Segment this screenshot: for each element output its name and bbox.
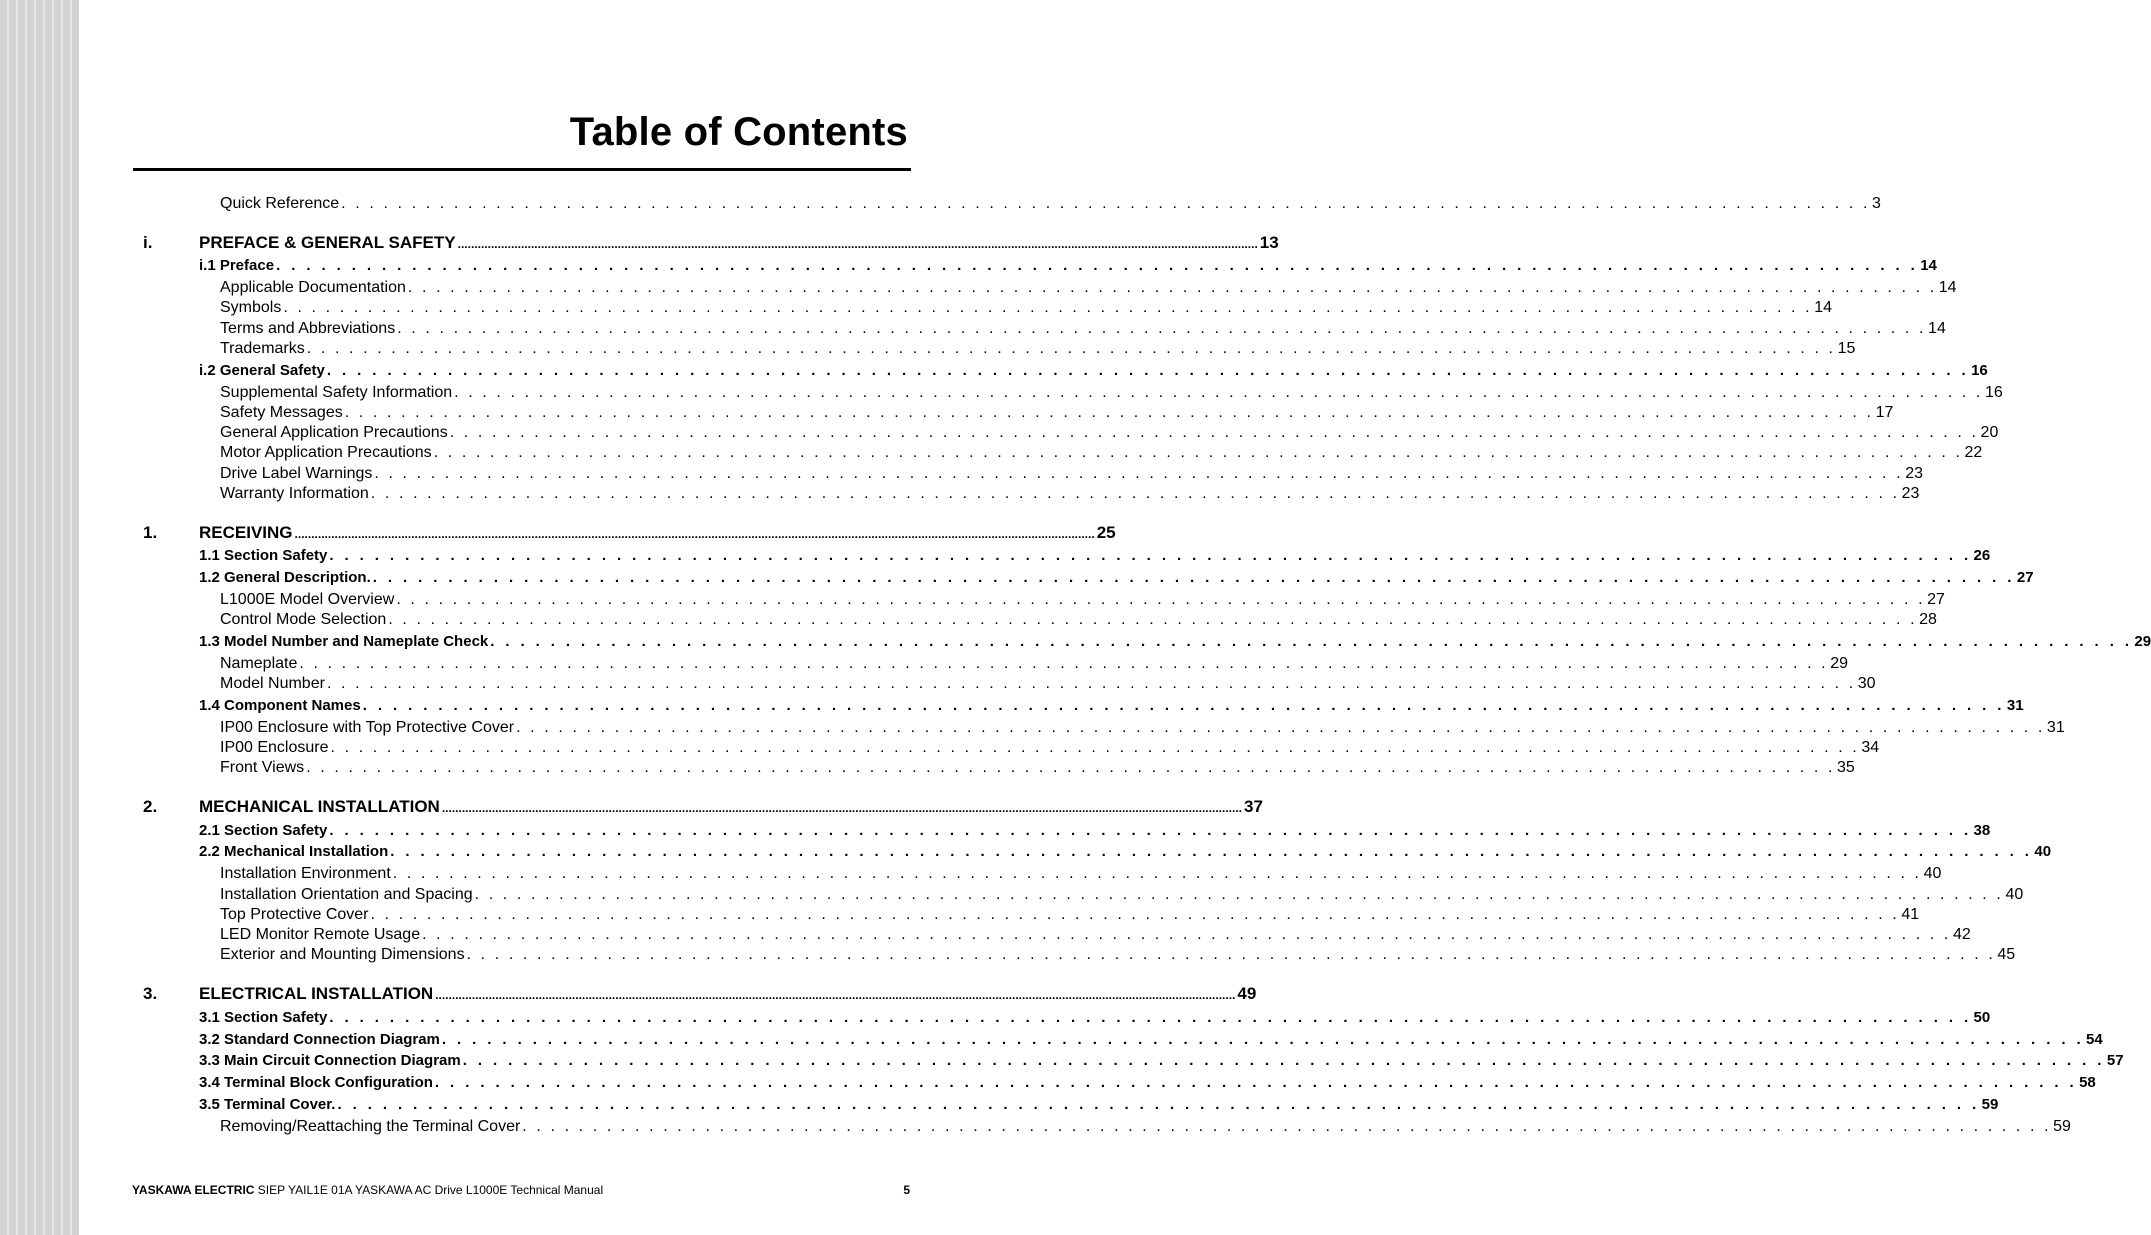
dot-leader: . . . . . . . . . . . . . . . . . . . . . . . . . . . . . . . . . . . . . . . . . . . . . . . . . . . . . . . . . . . . . . . . . . . . . . . . . . . . . . . . . . . . . . . . . . . . . . . . . . . . . . . . . . . . . <box>326 362 1970 379</box>
toc-entry-label: 3.1 Section Safety <box>199 1009 328 1026</box>
toc-subsection-entry[interactable] <box>220 299 1832 317</box>
dot-leader: . . . . . . . . . . . . . . . . . . . . . . . . . . . . . . . . . . . . . . . . . . . . . . . . . . . . . . . . . . . . . . . . . . . . . . . . . . . . . . . . . . . . . . . . . . . . . . . . . . . . . . . . . . . . . <box>397 320 1927 337</box>
toc-entry-page-number: 35 <box>1837 759 1855 776</box>
toc-entry-label: Quick Reference <box>220 195 340 212</box>
dot-leader: ................................................................................................................................................................................................................................................ <box>435 988 1236 1002</box>
toc-chapter-entry[interactable] <box>199 233 1279 253</box>
toc-section-entry[interactable] <box>199 569 2034 586</box>
toc-entry-page-number: 31 <box>2046 719 2065 736</box>
toc-entry-page-number: 42 <box>1952 926 1971 943</box>
toc-entry-label: 3.5 Terminal Cover. <box>199 1096 336 1113</box>
toc-entry-label: 3.4 Terminal Block Configuration <box>199 1074 433 1091</box>
chapter-number: 2. <box>143 797 158 816</box>
toc-entry-page-number: 23 <box>1901 485 1920 502</box>
toc-section-entry[interactable] <box>199 822 1991 839</box>
toc-entry-page-number: 38 <box>1973 822 1991 839</box>
toc-subsection-entry[interactable] <box>220 739 1880 757</box>
toc-section-entry[interactable] <box>199 697 2024 714</box>
toc-entry-label: Warranty Information <box>220 485 369 502</box>
toc-entry-page-number: 16 <box>1984 384 2003 401</box>
toc-subsection-entry[interactable] <box>220 320 1946 338</box>
footer-manual-title: SIEP YAIL1E 01A YASKAWA AC Drive L1000E Technical Manual <box>254 1183 604 1197</box>
toc-entry-page-number: 59 <box>1981 1096 1999 1113</box>
toc-entry-page-number: 40 <box>1923 865 1942 882</box>
toc-entry-page-number: 58 <box>2079 1074 2096 1091</box>
toc-subsection-entry[interactable] <box>220 865 1942 883</box>
toc-subsection-entry[interactable] <box>220 404 1894 422</box>
toc-entry-page-number: 40 <box>2034 843 2052 860</box>
toc-entry-page-number: 49 <box>1237 984 1257 1003</box>
toc-subsection-entry[interactable] <box>220 195 1881 213</box>
toc-entry-label: 3.2 Standard Connection Diagram <box>199 1031 440 1048</box>
toc-entry-page-number: 59 <box>2053 1118 2071 1135</box>
toc-entry-label: Drive Label Warnings <box>220 465 373 482</box>
toc-entry-page-number: 27 <box>2016 569 2034 586</box>
toc-subsection-entry[interactable] <box>220 424 1999 442</box>
toc-entry-page-number: 14 <box>1814 299 1832 316</box>
toc-entry-label: Model Number <box>220 675 325 692</box>
dot-leader: ................................................................................................................................................................................................................................................ <box>457 237 1258 251</box>
toc-entry-label: Nameplate <box>220 655 298 672</box>
dot-leader: . . . . . . . . . . . . . . . . . . . . . . . . . . . . . . . . . . . . . . . . . . . . . . . . . . . . . . . . . . . . . . . . . . . . . . . . . . . . . . . . . . . . . . . . . . . . . . . . . . . . . . . . . . . . . <box>337 1096 1980 1113</box>
toc-section-entry[interactable] <box>199 362 1988 379</box>
toc-entry-page-number: 22 <box>1964 444 1983 461</box>
toc-subsection-entry[interactable] <box>220 611 1937 629</box>
toc-chapter-entry[interactable] <box>199 797 1263 817</box>
dot-leader: . . . . . . . . . . . . . . . . . . . . . . . . . . . . . . . . . . . . . . . . . . . . . . . . . . . . . . . . . . . . . . . . . . . . . . . . . . . . . . . . . . . . . . . . . . . . . . . . . . . . . . . . . . . . . <box>441 1031 2085 1048</box>
dot-leader: . . . . . . . . . . . . . . . . . . . . . . . . . . . . . . . . . . . . . . . . . . . . . . . . . . . . . . . . . . . . . . . . . . . . . . . . . . . . . . . . . . . . . . . . . . . . . . . . . . . . . . . . . . . . . <box>362 697 2005 714</box>
dot-leader: . . . . . . . . . . . . . . . . . . . . . . . . . . . . . . . . . . . . . . . . . . . . . . . . . . . . . . . . . . . . . . . . . . . . . . . . . . . . . . . . . . . . . . . . . . . . . . . . . . . . . . . . . . . . . <box>370 485 1900 502</box>
toc-subsection-entry[interactable] <box>220 340 1856 358</box>
toc-subsection-entry[interactable] <box>220 384 2003 402</box>
toc-entry-label: 2.1 Section Safety <box>199 822 328 839</box>
toc-entry-label: Trademarks <box>220 340 305 357</box>
toc-subsection-entry[interactable] <box>220 655 1849 673</box>
toc-entry-page-number: 26 <box>1973 547 1991 564</box>
toc-entry-page-number: 14 <box>1938 279 1957 296</box>
dot-leader: . . . . . . . . . . . . . . . . . . . . . . . . . . . . . . . . . . . . . . . . . . . . . . . . . . . . . . . . . . . . . . . . . . . . . . . . . . . . . . . . . . . . . . . . . . . . . . . . . . . . . . . . . . . . . <box>306 340 1836 357</box>
toc-section-entry[interactable] <box>199 1031 2103 1048</box>
toc-entry-label: IP00 Enclosure with Top Protective Cover <box>220 719 515 736</box>
toc-entry-label: Motor Application Precautions <box>220 444 432 461</box>
toc-subsection-entry[interactable] <box>220 906 1920 924</box>
toc-entry-page-number: 37 <box>1243 797 1263 816</box>
toc-subsection-entry[interactable] <box>220 485 1920 503</box>
dot-leader: ................................................................................................................................................................................................................................................ <box>294 527 1095 541</box>
toc-entry-page-number: 29 <box>2134 633 2151 650</box>
toc-entry-page-number: 54 <box>2086 1031 2103 1048</box>
toc-subsection-entry[interactable] <box>220 759 1855 777</box>
chapter-number: 1. <box>143 523 158 542</box>
toc-section-entry[interactable] <box>199 1052 2124 1069</box>
toc-entry-page-number: 20 <box>1980 424 1999 441</box>
toc-chapter-entry[interactable] <box>199 523 1116 543</box>
toc-entry-page-number: 27 <box>1927 591 1945 608</box>
toc-entry-label: Terms and Abbreviations <box>220 320 396 337</box>
dot-leader: . . . . . . . . . . . . . . . . . . . . . . . . . . . . . . . . . . . . . . . . . . . . . . . . . . . . . . . . . . . . . . . . . . . . . . . . . . . . . . . . . . . . . . . . . . . . . . . . . . . . . . . . . . . . . <box>516 719 2045 736</box>
footer-brand: YASKAWA ELECTRIC <box>132 1183 255 1197</box>
dot-leader: . . . . . . . . . . . . . . . . . . . . . . . . . . . . . . . . . . . . . . . . . . . . . . . . . . . . . . . . . . . . . . . . . . . . . . . . . . . . . . . . . . . . . . . . . . . . . . . . . . . . . . . . . . . . . <box>390 843 2033 860</box>
dot-leader: . . . . . . . . . . . . . . . . . . . . . . . . . . . . . . . . . . . . . . . . . . . . . . . . . . . . . . . . . . . . . . . . . . . . . . . . . . . . . . . . . . . . . . . . . . . . . . . . . . . . . . . . . . . . . <box>407 279 1937 296</box>
toc-entry-page-number: 34 <box>1861 739 1880 756</box>
toc-entry-page-number: 28 <box>1919 611 1937 628</box>
toc-entry-label: Removing/Reattaching the Terminal Cover <box>220 1118 521 1135</box>
dot-leader: . . . . . . . . . . . . . . . . . . . . . . . . . . . . . . . . . . . . . . . . . . . . . . . . . . . . . . . . . . . . . . . . . . . . . . . . . . . . . . . . . . . . . . . . . . . . . . . . . . . . . . . . . . . . . <box>388 611 1918 628</box>
dot-leader: . . . . . . . . . . . . . . . . . . . . . . . . . . . . . . . . . . . . . . . . . . . . . . . . . . . . . . . . . . . . . . . . . . . . . . . . . . . . . . . . . . . . . . . . . . . . . . . . . . . . . . . . . . . . . <box>329 1009 1972 1026</box>
toc-subsection-entry[interactable] <box>220 465 1923 483</box>
toc-entry-label: RECEIVING <box>199 523 293 542</box>
toc-entry-label: Installation Environment <box>220 865 391 882</box>
page-footer <box>132 1183 603 1197</box>
toc-entry-page-number: 29 <box>1830 655 1849 672</box>
dot-leader: . . . . . . . . . . . . . . . . . . . . . . . . . . . . . . . . . . . . . . . . . . . . . . . . . . . . . . . . . . . . . . . . . . . . . . . . . . . . . . . . . . . . . . . . . . . . . . . . . . . . . . . . . . . . . <box>329 822 1972 839</box>
toc-section-entry[interactable] <box>199 547 1991 564</box>
toc-entry-page-number: 40 <box>2005 886 2024 903</box>
toc-subsection-entry[interactable] <box>220 886 2024 904</box>
toc-entry-label: LED Monitor Remote Usage <box>220 926 421 943</box>
chapter-number: 3. <box>143 984 158 1003</box>
toc-entry-label: L1000E Model Overview <box>220 591 395 608</box>
toc-entry-page-number: 45 <box>1997 946 2016 963</box>
toc-subsection-entry[interactable] <box>220 1118 2071 1136</box>
toc-entry-page-number: 13 <box>1259 233 1279 252</box>
toc-entry-label: IP00 Enclosure <box>220 739 329 756</box>
toc-entry-label: 1.1 Section Safety <box>199 547 328 564</box>
dot-leader: . . . . . . . . . . . . . . . . . . . . . . . . . . . . . . . . . . . . . . . . . . . . . . . . . . . . . . . . . . . . . . . . . . . . . . . . . . . . . . . . . . . . . . . . . . . . . . . . . . . . . . . . . . . . . <box>449 424 1979 441</box>
dot-leader: . . . . . . . . . . . . . . . . . . . . . . . . . . . . . . . . . . . . . . . . . . . . . . . . . . . . . . . . . . . . . . . . . . . . . . . . . . . . . . . . . . . . . . . . . . . . . . . . . . . . . . . . . . . . . <box>396 591 1926 608</box>
toc-section-entry[interactable] <box>199 1074 2096 1091</box>
toc-entry-label: 1.4 Component Names <box>199 697 361 714</box>
toc-entry-label: Installation Orientation and Spacing <box>220 886 473 903</box>
dot-leader: . . . . . . . . . . . . . . . . . . . . . . . . . . . . . . . . . . . . . . . . . . . . . . . . . . . . . . . . . . . . . . . . . . . . . . . . . . . . . . . . . . . . . . . . . . . . . . . . . . . . . . . . . . . . . <box>276 257 1919 274</box>
toc-subsection-entry[interactable] <box>220 444 1983 462</box>
toc-entry-page-number: 31 <box>2006 697 2024 714</box>
page-title: Table of Contents <box>569 110 908 154</box>
dot-leader: . . . . . . . . . . . . . . . . . . . . . . . . . . . . . . . . . . . . . . . . . . . . . . . . . . . . . . . . . . . . . . . . . . . . . . . . . . . . . . . . . . . . . . . . . . . . . . . . . . . . . . . . . . . . . <box>326 675 1856 692</box>
toc-entry-label: Symbols <box>220 299 282 316</box>
toc-entry-label: Control Mode Selection <box>220 611 387 628</box>
dot-leader: . . . . . . . . . . . . . . . . . . . . . . . . . . . . . . . . . . . . . . . . . . . . . . . . . . . . . . . . . . . . . . . . . . . . . . . . . . . . . . . . . . . . . . . . . . . . . . . . . . . . . . . . . . . . . <box>329 547 1972 564</box>
toc-entry-page-number: 25 <box>1096 523 1116 542</box>
toc-entry-page-number: 57 <box>2106 1052 2124 1069</box>
dot-leader: . . . . . . . . . . . . . . . . . . . . . . . . . . . . . . . . . . . . . . . . . . . . . . . . . . . . . . . . . . . . . . . . . . . . . . . . . . . . . . . . . . . . . . . . . . . . . . . . . . . . . . . . . . . . . <box>299 655 1829 672</box>
dot-leader: . . . . . . . . . . . . . . . . . . . . . . . . . . . . . . . . . . . . . . . . . . . . . . . . . . . . . . . . . . . . . . . . . . . . . . . . . . . . . . . . . . . . . . . . . . . . . . . . . . . . . . . . . . . . . <box>306 759 1836 776</box>
toc-entry-label: i.1 Preface <box>199 257 275 274</box>
toc-entry-label: Safety Messages <box>220 404 343 421</box>
toc-entry-label: 1.2 General Description. <box>199 569 371 586</box>
toc-entry-page-number: 3 <box>1872 195 1881 212</box>
dot-leader: . . . . . . . . . . . . . . . . . . . . . . . . . . . . . . . . . . . . . . . . . . . . . . . . . . . . . . . . . . . . . . . . . . . . . . . . . . . . . . . . . . . . . . . . . . . . . . . . . . . . . . . . . . . . . <box>454 384 1983 401</box>
toc-entry-page-number: 15 <box>1837 340 1856 357</box>
footer-page-number: 5 <box>903 1183 910 1197</box>
toc-subsection-entry[interactable] <box>220 675 1876 693</box>
toc-entry-label: Top Protective Cover <box>220 906 369 923</box>
toc-entry-page-number: 50 <box>1973 1009 1991 1026</box>
toc-subsection-entry[interactable] <box>220 946 2016 964</box>
toc-entry-page-number: 30 <box>1857 675 1876 692</box>
toc-entry-label: Applicable Documentation <box>220 279 406 296</box>
toc-entry-label: Supplemental Safety Information <box>220 384 453 401</box>
toc-entry-label: 3.3 Main Circuit Connection Diagram <box>199 1052 461 1069</box>
toc-entry-label: MECHANICAL INSTALLATION <box>199 797 440 816</box>
toc-entry-page-number: 41 <box>1901 906 1920 923</box>
dot-leader: . . . . . . . . . . . . . . . . . . . . . . . . . . . . . . . . . . . . . . . . . . . . . . . . . . . . . . . . . . . . . . . . . . . . . . . . . . . . . . . . . . . . . . . . . . . . . . . . . . . . . . . . . . . . . <box>283 299 1813 316</box>
dot-leader: . . . . . . . . . . . . . . . . . . . . . . . . . . . . . . . . . . . . . . . . . . . . . . . . . . . . . . . . . . . . . . . . . . . . . . . . . . . . . . . . . . . . . . . . . . . . . . . . . . . . . . . . . . . . . <box>522 1118 2052 1135</box>
toc-entry-page-number: 14 <box>1928 320 1946 337</box>
toc-entry-page-number: 14 <box>1920 257 1937 274</box>
toc-subsection-entry[interactable] <box>220 926 1971 944</box>
dot-leader: ................................................................................................................................................................................................................................................ <box>441 801 1242 815</box>
toc-section-entry[interactable] <box>199 633 2151 650</box>
toc-entry-label: ELECTRICAL INSTALLATION <box>199 984 434 1003</box>
dot-leader: . . . . . . . . . . . . . . . . . . . . . . . . . . . . . . . . . . . . . . . . . . . . . . . . . . . . . . . . . . . . . . . . . . . . . . . . . . . . . . . . . . . . . . . . . . . . . . . . . . . . . . . . . . . . . <box>434 1074 2078 1091</box>
toc-entry-label: 2.2 Mechanical Installation <box>199 843 389 860</box>
toc-entry-label: Front Views <box>220 759 305 776</box>
toc-entry-label: Exterior and Mounting Dimensions <box>220 946 465 963</box>
toc-section-entry[interactable] <box>199 1009 1991 1026</box>
toc-section-entry[interactable] <box>199 257 1937 274</box>
dot-leader: . . . . . . . . . . . . . . . . . . . . . . . . . . . . . . . . . . . . . . . . . . . . . . . . . . . . . . . . . . . . . . . . . . . . . . . . . . . . . . . . . . . . . . . . . . . . . . . . . . . . . . . . . . . . . <box>433 444 1963 461</box>
dot-leader: . . . . . . . . . . . . . . . . . . . . . . . . . . . . . . . . . . . . . . . . . . . . . . . . . . . . . . . . . . . . . . . . . . . . . . . . . . . . . . . . . . . . . . . . . . . . . . . . . . . . . . . . . . . . . <box>344 404 1874 421</box>
toc-entry-label: 1.3 Model Number and Nameplate Check <box>199 633 489 650</box>
dot-leader: . . . . . . . . . . . . . . . . . . . . . . . . . . . . . . . . . . . . . . . . . . . . . . . . . . . . . . . . . . . . . . . . . . . . . . . . . . . . . . . . . . . . . . . . . . . . . . . . . . . . . . . . . . . . . <box>490 633 2133 650</box>
toc-section-entry[interactable] <box>199 843 2052 860</box>
dot-leader: . . . . . . . . . . . . . . . . . . . . . . . . . . . . . . . . . . . . . . . . . . . . . . . . . . . . . . . . . . . . . . . . . . . . . . . . . . . . . . . . . . . . . . . . . . . . . . . . . . . . . . . . . . . . . <box>392 865 1922 882</box>
dot-leader: . . . . . . . . . . . . . . . . . . . . . . . . . . . . . . . . . . . . . . . . . . . . . . . . . . . . . . . . . . . . . . . . . . . . . . . . . . . . . . . . . . . . . . . . . . . . . . . . . . . . . . . . . . . . . <box>330 739 1860 756</box>
toc-section-entry[interactable] <box>199 1096 1999 1113</box>
dot-leader: . . . . . . . . . . . . . . . . . . . . . . . . . . . . . . . . . . . . . . . . . . . . . . . . . . . . . . . . . . . . . . . . . . . . . . . . . . . . . . . . . . . . . . . . . . . . . . . . . . . . . . . . . . . . . <box>370 906 1900 923</box>
toc-entry-label: i.2 General Safety <box>199 362 325 379</box>
toc-entry-label: PREFACE & GENERAL SAFETY <box>199 233 456 252</box>
dot-leader: . . . . . . . . . . . . . . . . . . . . . . . . . . . . . . . . . . . . . . . . . . . . . . . . . . . . . . . . . . . . . . . . . . . . . . . . . . . . . . . . . . . . . . . . . . . . . . . . . . . . . . . . . . . . . <box>422 926 1951 943</box>
toc-entry-page-number: 17 <box>1875 404 1894 421</box>
toc-chapter-entry[interactable] <box>199 984 1257 1004</box>
dot-leader: . . . . . . . . . . . . . . . . . . . . . . . . . . . . . . . . . . . . . . . . . . . . . . . . . . . . . . . . . . . . . . . . . . . . . . . . . . . . . . . . . . . . . . . . . . . . . . . . . . . . . . . . . . . . . <box>466 946 1996 963</box>
dot-leader: . . . . . . . . . . . . . . . . . . . . . . . . . . . . . . . . . . . . . . . . . . . . . . . . . . . . . . . . . . . . . . . . . . . . . . . . . . . . . . . . . . . . . . . . . . . . . . . . . . . . . . . . . . . . . <box>374 465 1904 482</box>
dot-leader: . . . . . . . . . . . . . . . . . . . . . . . . . . . . . . . . . . . . . . . . . . . . . . . . . . . . . . . . . . . . . . . . . . . . . . . . . . . . . . . . . . . . . . . . . . . . . . . . . . . . . . . . . . . . . <box>462 1052 2105 1069</box>
dot-leader: . . . . . . . . . . . . . . . . . . . . . . . . . . . . . . . . . . . . . . . . . . . . . . . . . . . . . . . . . . . . . . . . . . . . . . . . . . . . . . . . . . . . . . . . . . . . . . . . . . . . . . . . . . . . . <box>341 195 1871 212</box>
toc-entry-label: General Application Precautions <box>220 424 448 441</box>
toc-entry-page-number: 23 <box>1905 465 1923 482</box>
dot-leader: . . . . . . . . . . . . . . . . . . . . . . . . . . . . . . . . . . . . . . . . . . . . . . . . . . . . . . . . . . . . . . . . . . . . . . . . . . . . . . . . . . . . . . . . . . . . . . . . . . . . . . . . . . . . . <box>372 569 2015 586</box>
toc-subsection-entry[interactable] <box>220 719 2065 737</box>
toc-subsection-entry[interactable] <box>220 279 1957 297</box>
dot-leader: . . . . . . . . . . . . . . . . . . . . . . . . . . . . . . . . . . . . . . . . . . . . . . . . . . . . . . . . . . . . . . . . . . . . . . . . . . . . . . . . . . . . . . . . . . . . . . . . . . . . . . . . . . . . . <box>474 886 2004 903</box>
chapter-number: i. <box>143 233 153 252</box>
toc-entry-page-number: 16 <box>1971 362 1988 379</box>
toc-subsection-entry[interactable] <box>220 591 1945 609</box>
